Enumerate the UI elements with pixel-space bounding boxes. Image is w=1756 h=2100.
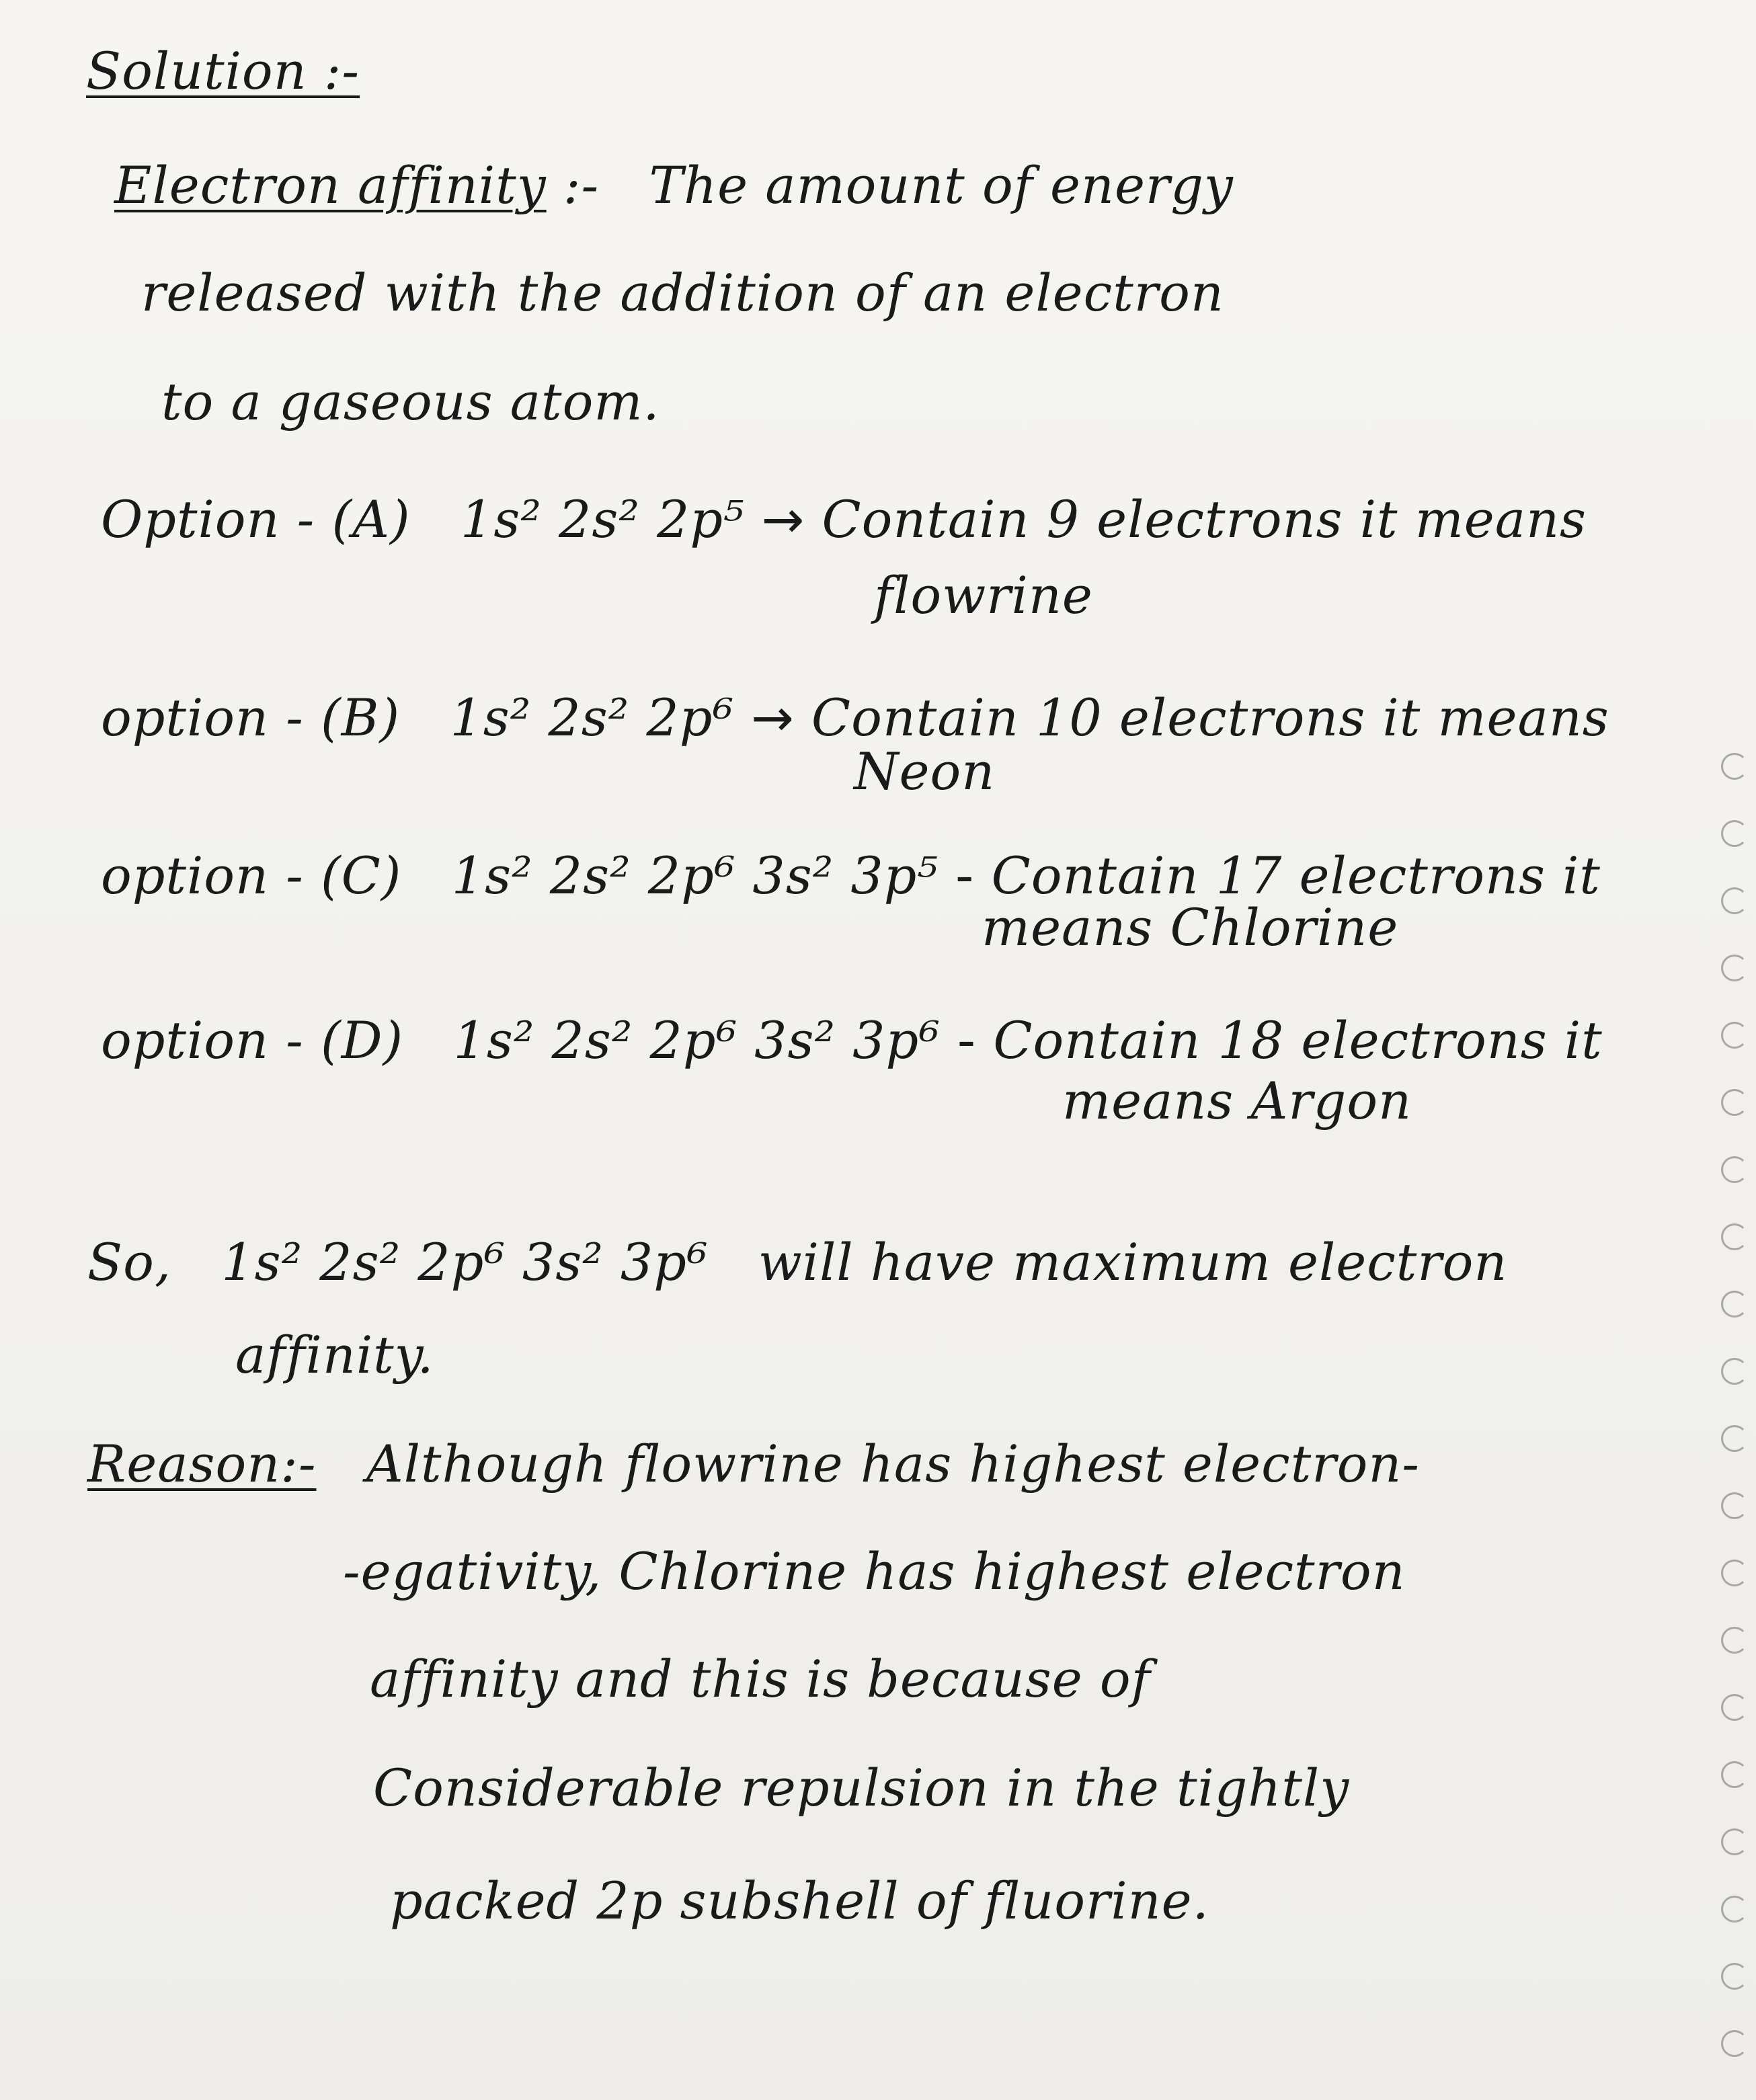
option-c-element: means Chlorine bbox=[982, 897, 1399, 957]
reason-text-4: Considerable repulsion in the tightly bbox=[373, 1758, 1350, 1818]
option-d-arrow: - bbox=[957, 1010, 977, 1070]
option-b-row bbox=[101, 688, 1609, 748]
spiral-ring bbox=[1721, 1492, 1748, 1519]
reason-text-1: Although flowrine has highest electron- bbox=[366, 1434, 1420, 1494]
spiral-ring bbox=[1721, 1291, 1748, 1318]
spiral-ring bbox=[1721, 753, 1748, 780]
spiral-ring bbox=[1721, 1358, 1748, 1385]
option-a-text: Contain 9 electrons it means bbox=[822, 489, 1587, 549]
spiral-ring bbox=[1721, 1896, 1748, 1923]
option-b-config: 1s² 2s² 2p⁶ bbox=[450, 688, 734, 748]
option-b-arrow: → bbox=[751, 688, 795, 748]
reason-label: Reason:- bbox=[87, 1434, 317, 1494]
option-c-arrow: - bbox=[955, 846, 975, 905]
solution-heading: Solution :- bbox=[86, 41, 360, 101]
option-b-element: Neon bbox=[854, 741, 996, 801]
definition-separator: :- bbox=[563, 155, 600, 215]
reason-text-5: packed 2p subshell of fluorine. bbox=[390, 1871, 1209, 1931]
reason-text-3: affinity and this is because of bbox=[370, 1649, 1151, 1709]
conclusion-config: 1s² 2s² 2p⁶ 3s² 3p⁶ bbox=[221, 1232, 709, 1292]
definition-line-1 bbox=[114, 155, 1234, 215]
option-d-config: 1s² 2s² 2p⁶ 3s² 3p⁶ bbox=[453, 1010, 941, 1070]
spiral-ring bbox=[1721, 1627, 1748, 1654]
option-c-row bbox=[101, 846, 1601, 905]
option-a-config: 1s² 2s² 2p⁵ bbox=[461, 489, 745, 549]
spiral-ring bbox=[1721, 2030, 1748, 2057]
option-c-label: option - (C) bbox=[101, 846, 402, 905]
option-a-label: Option - (A) bbox=[101, 489, 411, 549]
spiral-ring bbox=[1721, 1425, 1748, 1452]
option-c-text: Contain 17 electrons it bbox=[991, 846, 1601, 905]
option-b-label: option - (B) bbox=[101, 688, 401, 748]
spiral-ring bbox=[1721, 887, 1748, 914]
conclusion-text-1: will have maximum electron bbox=[758, 1232, 1508, 1292]
definition-line-3: to a gaseous atom. bbox=[161, 372, 660, 432]
spiral-ring bbox=[1721, 955, 1748, 981]
option-d-label: option - (D) bbox=[101, 1010, 404, 1070]
spiral-ring bbox=[1721, 1694, 1748, 1721]
spiral-ring bbox=[1721, 1223, 1748, 1250]
conclusion-text-2: affinity. bbox=[235, 1325, 434, 1385]
option-a-row bbox=[101, 489, 1587, 549]
option-c-config: 1s² 2s² 2p⁶ 3s² 3p⁵ bbox=[451, 846, 939, 905]
conclusion-prefix: So, bbox=[87, 1232, 171, 1292]
spiral-ring bbox=[1721, 1156, 1748, 1183]
definition-text-1: The amount of energy bbox=[649, 155, 1234, 215]
conclusion-row bbox=[87, 1232, 1508, 1292]
option-d-row bbox=[101, 1010, 1603, 1070]
definition-line-2: released with the addition of an electron bbox=[141, 263, 1224, 323]
spiral-ring bbox=[1721, 1560, 1748, 1586]
reason-row bbox=[87, 1434, 1420, 1494]
definition-term: Electron affinity bbox=[114, 155, 547, 215]
spiral-ring bbox=[1721, 1828, 1748, 1855]
spiral-ring bbox=[1721, 820, 1748, 847]
spiral-ring bbox=[1721, 1761, 1748, 1788]
option-a-arrow: → bbox=[761, 489, 805, 549]
spiral-ring bbox=[1721, 1022, 1748, 1049]
option-d-text: Contain 18 electrons it bbox=[993, 1010, 1603, 1070]
option-d-element: means Argon bbox=[1062, 1071, 1412, 1131]
spiral-ring bbox=[1721, 1089, 1748, 1116]
option-b-text: Contain 10 electrons it means bbox=[811, 688, 1609, 748]
option-a-element: flowrine bbox=[874, 565, 1093, 625]
spiral-ring bbox=[1721, 1963, 1748, 1990]
reason-text-2: -egativity, Chlorine has highest electron bbox=[343, 1541, 1406, 1601]
